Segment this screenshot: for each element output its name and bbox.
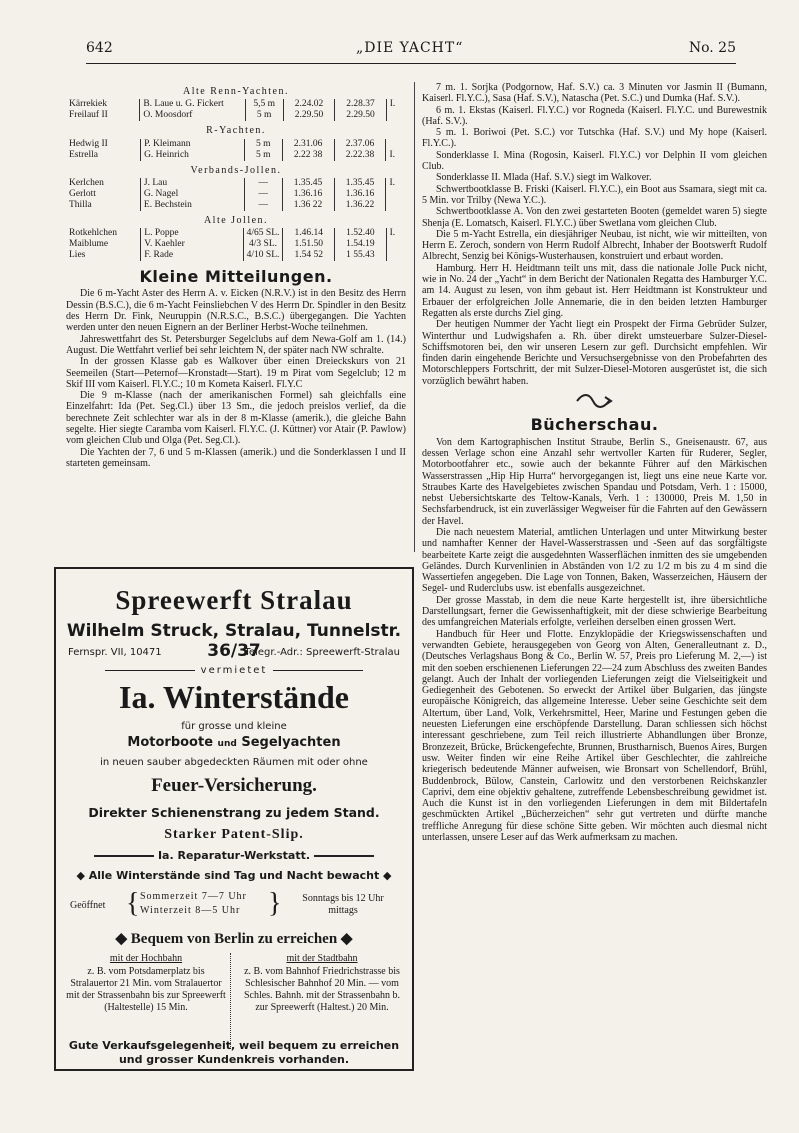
time-sailed: 1.51.50 — [283, 239, 335, 250]
ad-summer: Sommerzeit 7—7 Uhr — [140, 891, 247, 902]
paragraph: Schwertbootklasse A. Von den zwei gestarteten Booten (gemeldet waren 5) siegte Shenja (E. Lomatsch, Kaiserl. Fl.Y.C.) über Swetlana vom gleichen Club. — [422, 206, 767, 229]
ad-rail: Direkter Schienenstrang zu jedem Stand. — [88, 805, 380, 820]
table-row — [66, 228, 406, 239]
buecherschau-body — [422, 437, 767, 844]
time-sailed: 2.24.02 — [283, 99, 334, 110]
placing: I. — [386, 178, 406, 189]
placing: I. — [386, 99, 406, 110]
paragraph: In der grossen Klasse gab es Walkover über einen Dreieckskurs von 21 Seemeilen (Start—Peternof—Kronstadt—Start). 19 m Pirat vom Segelclub; 12 m Skif III vom Kaiserl. Fl.Y.C.; 10 m Kometa Kaiserl. Fl.Y.C — [66, 356, 406, 390]
boat-size: — — [244, 178, 282, 189]
boat-name: Kerlchen — [69, 177, 104, 188]
ad-footer1: Gute Verkaufsgelegenheit, weil bequem zu erreichen — [68, 1039, 400, 1052]
time-corrected: 2.29.50 — [335, 110, 386, 121]
placing — [386, 239, 406, 250]
table-row — [66, 150, 406, 161]
paragraph: Sonderklasse I. Mina (Rogosin, Kaiserl. Fl.Y.C.) vor Delphin II vom gleichen Club. — [422, 149, 767, 173]
paragraph: Schwertbootklasse B. Friski (Kaiserl. Fl.Y.C.), ein Boot aus Ssamara, siegt mit ca. 5 Min. vor Trilby (Newa Y.C.). — [422, 183, 767, 206]
paragraph: Die Yachten der 7, 6 und 5 m-Klassen (amerik.) und die Sonderklassen I und II starteten gemeinsam. — [66, 446, 406, 469]
placing — [386, 139, 406, 150]
ad-boats — [56, 735, 412, 750]
boat-size: — — [244, 189, 282, 200]
ad-hochbahn-heading: mit der Hochbahn — [109, 953, 183, 964]
kleine-mitteilungen-title: Kleine Mitteilungen. — [139, 267, 333, 287]
owner: F. Rade — [141, 250, 243, 261]
results-group-table — [66, 178, 406, 211]
owner: P. Kleimann — [141, 139, 245, 150]
boat-name: Gerlott — [69, 188, 96, 199]
table-row — [66, 178, 406, 189]
results-group-table — [66, 99, 406, 121]
paragraph: 5 m. 1. Boriwoi (Pet. S.C.) vor Tutschka (Haf. S.V.) und My hope (Kaiserl. Fl.Y.C.). — [422, 127, 767, 150]
right-column — [422, 82, 767, 843]
boat-size: — — [244, 200, 282, 211]
time-corrected: 1.54.19 — [335, 239, 387, 250]
results-group-title: R-Yachten. — [206, 125, 266, 137]
boat-name: Kärrekiek — [69, 99, 107, 110]
time-sailed: 1.54 52 — [283, 250, 335, 261]
time-sailed: 2.31.06 — [282, 139, 334, 150]
spreewerft-advertisement — [54, 567, 414, 1071]
ad-reach: ◆ Bequem von Berlin zu erreichen ◆ — [115, 931, 353, 947]
boat-size: 4/65 SL. — [243, 228, 283, 239]
ad-hochbahn: z. B. vom Potsdamerplatz bis Stralauertor 21 Min. vom Stralauertor mit der Strassenbahn bis zur Spreewerft (Haltestelle) 15 Min. — [66, 966, 226, 1013]
table-row — [66, 110, 406, 121]
buecherschau-title: Bücherschau. — [530, 415, 659, 435]
page-number: 642 — [86, 40, 113, 56]
ad-vermietet-text: vermietet — [200, 665, 268, 676]
boat-name: Hedwig II — [69, 138, 108, 149]
paragraph: Hamburg. Herr H. Heidtmann teilt uns mit, dass die nationale Jolle Puck nicht, wie in No. 24 der „Yacht“ in dem Bericht der Nationalen Regatta des Hamburger Y.C. am 14. August zu lesen, von ihm gebaut ist. Herr Heidtmann ist Konstrukteur und Erbauer der erfolgreichen Jolle Annemarie, die in den beiden letzten Hamburger Regatten als erste durchs Ziel ging. — [422, 262, 767, 319]
ad-stadtbahn: z. B. vom Bahnhof Friedrichstrasse bis Schlesischer Bahnhof 20 Min. — vom Schles. Bahnh. mit der Strassenbahn b. zur Spreewerft (Haltest.) 20 Min. — [243, 966, 401, 1013]
time-corrected: 1.35.45 — [334, 178, 386, 189]
boat-name: Estrella — [69, 149, 99, 160]
time-sailed: 1.35.45 — [282, 178, 334, 189]
ad-open: ◆ Alle Winterstände sind Tag und Nacht bewacht ◆ — [76, 869, 392, 882]
boat-name: Freilauf II — [69, 110, 108, 121]
time-corrected: 1 55.43 — [335, 250, 387, 261]
paragraph: Von dem Kartographischen Institut Straube, Berlin S., Gneisenaustr. 67, aus dessen Verlage schon eine Anzahl sehr wertvoller Karten für Ruderer, Segler, Motorbootfahrer etc., sowie auch der bekannte Führer auf den Märkischen Wasserstrassen „Hip Hip Hurra“ hervorgegangen ist, liegt uns eine neue Karte vor. Straubes Karte des Havelgebietes zwischen Spandau und Potsdam, Verh. 1 : 15000, nebst Uebersichtskarte des Teltow-Kanals, Verh. 1 : 130000, Preis M. 1,50 in Sechsfarbendruck, ist ein zuverlässiger Wegweiser für die Fahrten auf den Gewässern der Havel. — [422, 436, 767, 527]
time-sailed: 1.36.16 — [282, 189, 334, 200]
left-column — [66, 82, 406, 469]
owner: B. Laue u. G. Fickert — [140, 99, 245, 110]
time-corrected: 2.22.38 — [334, 150, 386, 161]
owner: V. Kaehler — [141, 239, 243, 250]
time-corrected: 2.37.06 — [334, 139, 386, 150]
paragraph: 6 m. 1. Ekstas (Kaiserl. Fl.Y.C.) vor Rogneda (Kaiserl. Fl.Y.C. und Burewestnik (Haf. S.V.). — [422, 104, 767, 127]
paragraph: Die 5 m-Yacht Estrella, ein diesjähriger Neubau, ist nicht, wie wir mitteilten, von Herrn E. Zeroch, sondern von Herrn Rudolf Albrecht, Inhaber der Bootswerft Rudolf Albrecht, Senzig bei Königs-Wusterhausen, konstruiert und erbaut worden. — [422, 228, 767, 263]
owner: O. Moosdorf — [140, 110, 245, 121]
owner: G. Nagel — [140, 189, 244, 200]
ad-fuer: für grosse und kleine — [181, 721, 287, 732]
ad-slip: Starker Patent-Slip. — [164, 827, 304, 842]
owner: J. Lau — [140, 178, 244, 189]
issue-number: No. 25 — [688, 40, 736, 56]
placing: I. — [386, 228, 406, 239]
results-group-table — [66, 228, 406, 261]
ad-boats-und: und — [217, 739, 237, 749]
ad-hours — [56, 888, 412, 921]
results-group-title: Verbands-Jollen. — [190, 164, 282, 176]
ad-stadtbahn-heading: mit der Stadtbahn — [286, 953, 358, 964]
results-group-title: Alte Jollen. — [203, 214, 269, 226]
kleine-mitteilungen-body — [66, 288, 406, 469]
ornament-icon — [422, 393, 767, 409]
brace-icon: { — [126, 888, 140, 919]
paragraph: Die 6 m-Yacht Aster des Herrn A. v. Eicken (N.R.V.) ist in den Besitz des Herrn Dessin (B.S.C.), die 6 m-Yacht Feinsliebchen V des Herrn Dr. Spindler in den Besitz des Herrn Dr. Fink, Neuruppin (N.R.S.C., B.S.C.) übergegangen. Die Yachten werden unter den neuen Eignern an der Berliner Herbst-Woche teilnehmen. — [66, 288, 406, 334]
table-row — [66, 200, 406, 211]
boat-size: 5,5 m — [245, 99, 283, 110]
brace-icon: } — [268, 888, 282, 919]
owner: G. Heinrich — [141, 150, 245, 161]
ad-company: Spreewerft Stralau — [115, 585, 353, 615]
paragraph: Handbuch für Heer und Flotte. Enzyklopädie der Kriegswissenschaften und verwandten Gebiete, herausgegeben von Georg von Alten, Generalleutnant z. D., (Deutsches Verlagshaus Bong & Co., Berlin W. 57, Preis pro Lieferung M. 2,—) ist mit den soeben erschienenen Lieferungen 22—24 zum Abschluss des zweiten Bandes gelangt. Auch der Inhalt der vorliegenden Lieferungen zeigt die Vielseitigkeit und Gediegenheit des Gebotenen. So erweckt der Artikel über Bulgarien, das jüngste europäische Königreich, das allgemeine Interesse. Ueber seine Geschichte seit dem Altertum, über Land, Volk, Verkehrsmittel, Heer, Marine und Festungen geben die neuesten Lieferungen eine erschöpfende Darstellung. Daran schliessen sich höchst interessant geschriebene, zum Teil reich illustrierte Abhandlungen über Bronze, Bronzezeit, Brücke, Brückengefechte, Brunnen, Brustharnisch, Buenos Aires, Burgen usw. Weiter finden wir eine Reihe Artikel über Geschlechter, die zahlreiche kriegerisch bedeutende Männer aufweisen, wie Bronsart von Schellendorf, Brühl, Buddenbrock, Bülow, Canstein, Carlowitz und den verstorbenen Reichskanzler Caprivi, dem eine objektiv gehaltene, zutreffende Lebensbeschreibung gewidmet ist. Auch die Kunst ist in den vorliegenden Lieferungen in dem mit Bildertafeln geschmückten Artikel „Bücherzeichen“ sehr gut vertreten und dürfte manche treffliche Anregung für diese schöne Sitte geben. Wir möchten auch diesmal nicht unterlassen, unsere Leser auf das Werk aufmerksam zu machen. — [422, 628, 767, 843]
boat-size: 4/3 SL. — [243, 239, 283, 250]
results-group-title: Alte Renn-Yachten. — [183, 86, 289, 97]
placing — [386, 110, 406, 121]
boat-size: 5 m — [244, 139, 282, 150]
table-row — [66, 250, 406, 261]
paragraph: Die nach neuestem Material, amtlichen Unterlagen und unter Mitwirkung bester und namhafter Kenner der Havel-Wasserstrassen und -Seen auf das sorgfältigste bearbeitete Karte zeigt die ausgedehnten Wasserflächen inmitten des sie umgebenden Geländes. Durch Kurvenlinien in Abständen von 1/2 zu 1/2 m bis zu 4 m sind die Wassertiefen angegeben. Die Lage von Tonnen, Baken, Wasserzeichen, Häusern der Segel- und Ruderclubs usw. ist ebenfalls ausgezeichnet. — [422, 526, 767, 595]
ad-phone: Fernspr. VII, 10471 — [68, 647, 162, 658]
time-corrected: 1.52.40 — [335, 228, 387, 239]
paragraph: Der grosse Masstab, in dem die neue Karte hergestellt ist, ihre übersichtliche Darstellungsart, ferner die Gewissenhaftigkeit, mit der diese schwierige Bearbeitung des umfangreichen Materials erfolgte, verleihen derselben einen grossen Wert. — [422, 594, 767, 629]
ad-insurance: Feuer-Versicherung. — [151, 775, 317, 796]
boat-name: Lies — [69, 250, 86, 261]
table-row — [66, 189, 406, 200]
table-row — [66, 139, 406, 150]
ad-winter: Winterzeit 8—5 Uhr — [140, 905, 241, 916]
time-sailed: 1.36 22 — [282, 200, 334, 211]
ad-repair — [56, 849, 412, 862]
boat-size: 4/10 SL. — [243, 250, 283, 261]
paragraph: Jahreswettfahrt des St. Petersburger Segelclubs auf dem Newa-Golf am 1. (14.) August. Die Wettfahrt verlief bei sehr leichtem N, der später nach NW schralte. — [66, 333, 406, 356]
ad-rooms: in neuen sauber abgedeckten Räumen mit oder ohne — [100, 757, 368, 768]
ad-footer2: und grosser Kundenkreis vorhanden. — [118, 1053, 350, 1066]
paragraph: Sonderklasse II. Mlada (Haf. S.V.) siegt im Walkover. — [436, 172, 652, 184]
time-sailed: 1.46.14 — [283, 228, 335, 239]
page-header — [86, 40, 736, 62]
placing — [386, 250, 406, 261]
ad-telegram: Telegr.-Adr.: Spreewerft-Stralau — [244, 647, 400, 658]
table-row — [66, 239, 406, 250]
paragraph: Die 9 m-Klasse (nach der amerikanischen Formel) sah gleichfalls eine Einzelfahrt: Ida (Pet. Seg.Cl.) über 13 Sm., die jedoch preislos verlief, da die berechnete Zeit schlechter war als in der 8 m-Klasse (amerik.), die gleiche Bahn segelte. Hier siegte Caramba vom Kaiserl. Fl.Y.C. (J. Küttner) vor Atair (P. Pawlow) vom gleichen Club und Olga (Pet. Seg.Cl.). — [66, 390, 406, 447]
owner: E. Bechstein — [140, 200, 244, 211]
time-corrected: 1.36.22 — [334, 200, 386, 211]
column-divider — [414, 82, 415, 552]
ad-headline: Ia. Winterstände — [119, 679, 349, 715]
regatta-report — [422, 82, 767, 387]
paragraph: 7 m. 1. Sorjka (Podgornow, Haf. S.V.) ca. 3 Minuten vor Jasmin II (Bumann, Kaiserl. Fl.Y.C.), Sasa (Haf. S.V.), Natascha (Pet. S.C.) und Dumka (Haf. S.V.). — [422, 82, 767, 105]
owner: L. Poppe — [141, 228, 243, 239]
time-corrected: 2.28.37 — [335, 99, 386, 110]
ad-sunday: Sonntags bis 12 Uhr mittags — [302, 893, 384, 916]
placing — [386, 200, 406, 211]
ad-opened: Geöffnet — [70, 900, 106, 911]
boat-name: Thilla — [69, 199, 92, 210]
time-sailed: 2.29.50 — [283, 110, 334, 121]
ad-vermietet — [56, 665, 412, 676]
header-rule — [86, 63, 736, 64]
journal-title: „DIE YACHT“ — [356, 40, 464, 56]
boat-size: 5 m — [244, 150, 282, 161]
time-corrected: 1.36.16 — [334, 189, 386, 200]
time-sailed: 2.22 38 — [282, 150, 334, 161]
paragraph: Der heutigen Nummer der Yacht liegt ein Prospekt der Firma Gebrüder Sulzer, Winterthur und Ludwigshafen a. Rh. über direkt umsteuerbare Sulzer-Diesel-Schiffsmotoren bei, den wir unseren Lesern zur gefl. Durchsicht empfehlen. Wir finden darin eingehende Berichte und Versuchsergebnisse von den Probefahrten des Motorschleppers Fortschritt, der mit Sulzer-Diesel-Motoren ausgerüstet ist, die sich vorzüglich bewährt haben. — [422, 319, 767, 387]
table-row — [66, 99, 406, 110]
boat-size: 5 m — [245, 110, 283, 121]
boat-name: Rotkehlchen — [69, 228, 118, 239]
ad-boats-b: Segelyachten — [241, 735, 341, 750]
ad-owner: Wilhelm Struck, Stralau, Tunnelstr. 36/37 — [66, 621, 402, 661]
placing — [386, 189, 406, 200]
results-group-table — [66, 139, 406, 161]
boat-name: Maiblume — [69, 239, 109, 250]
ad-boats-a: Motorboote — [127, 735, 214, 750]
ad-repair-text: Ia. Reparatur-Werkstatt. — [157, 849, 311, 862]
results-table — [66, 86, 406, 261]
placing: I. — [386, 150, 406, 161]
